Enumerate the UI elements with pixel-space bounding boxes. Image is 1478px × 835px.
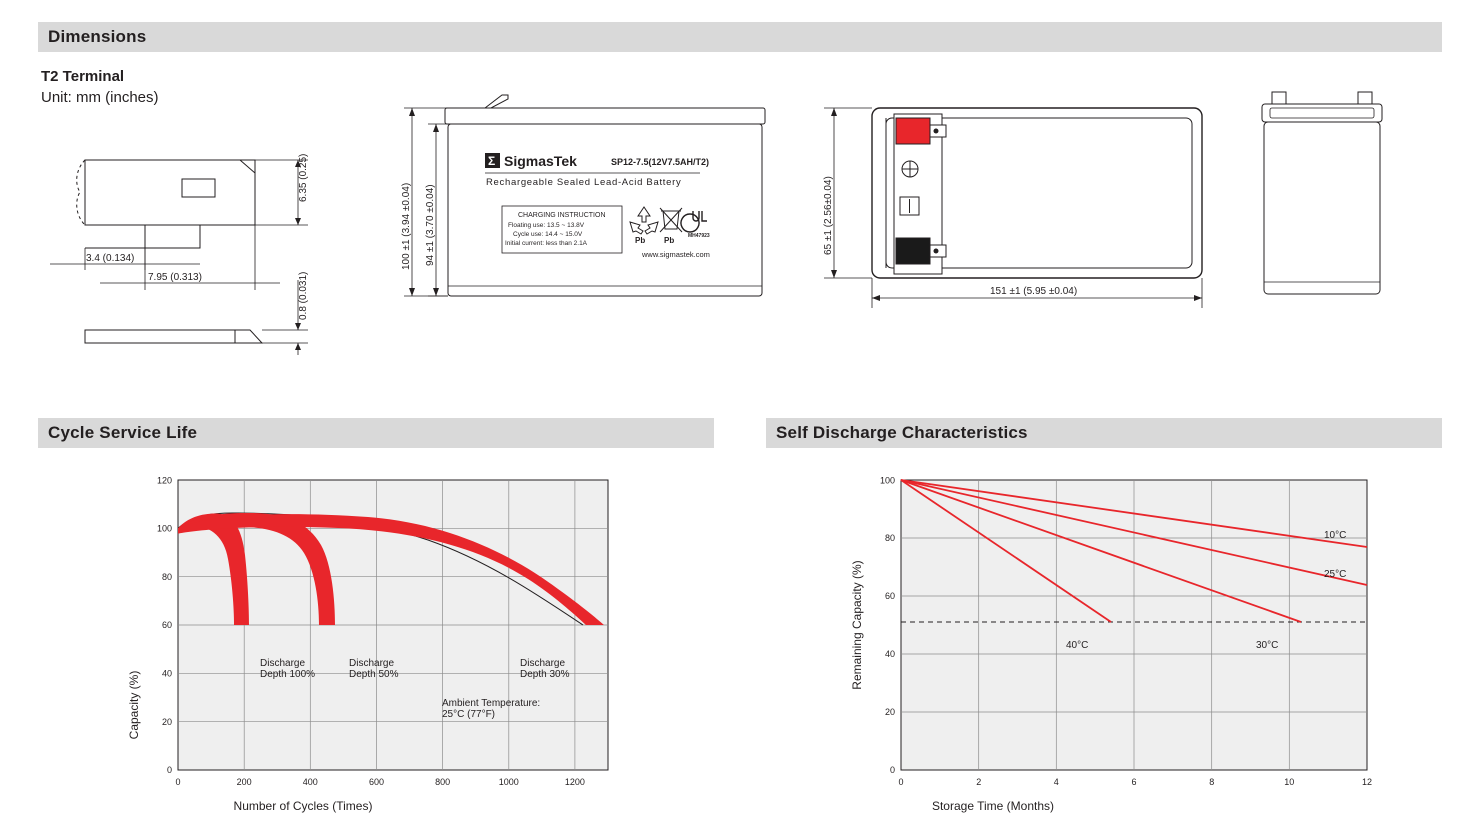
cycle-xtick-1000: 1000 — [498, 777, 519, 787]
brand-name: SigmasTek — [504, 153, 577, 169]
self-ytick-0: 0 — [889, 765, 895, 775]
self-ytick-20: 20 — [884, 707, 895, 717]
svg-text:Depth 30%: Depth 30% — [520, 669, 570, 680]
cycle-xlabel: Number of Cycles (Times) — [233, 799, 373, 813]
cycle-ytick-0: 0 — [166, 765, 172, 775]
cycle-ytick-100: 100 — [156, 523, 172, 534]
self-xtick-8: 8 — [1209, 777, 1215, 787]
self-ylabel: Remaining Capacity (%) — [850, 560, 864, 690]
section-title-dimensions: Dimensions — [48, 27, 147, 46]
cycle-ylabel: Capacity (%) — [127, 670, 141, 740]
self-xtick-12: 12 — [1361, 777, 1373, 787]
dim-width-34: 3.4 (0.134) — [86, 253, 135, 264]
svg-text:Depth 50%: Depth 50% — [349, 669, 399, 680]
dim-top-width: 65 ±1 (2.56±0.04) — [823, 176, 834, 255]
section-title-self-discharge: Self Discharge Characteristics — [776, 423, 1028, 442]
dim-height-635: 6.35 (0.25) — [298, 153, 309, 202]
battery-side-view — [1250, 80, 1450, 330]
cycle-xtick-400: 400 — [302, 777, 318, 787]
battery-top-view — [810, 80, 1270, 330]
battery-front-view — [390, 80, 810, 330]
label-30c: 30°C — [1256, 640, 1279, 651]
cycle-xtick-600: 600 — [368, 777, 385, 787]
svg-text:Depth 100%: Depth 100% — [260, 669, 316, 680]
cycle-xtick-1200: 1200 — [564, 777, 585, 787]
dim-thickness-08: 0.8 (0.031) — [298, 271, 309, 320]
self-ytick-100: 100 — [879, 475, 895, 486]
cycle-annotation-dod50 — [349, 658, 399, 680]
svg-text:Discharge: Discharge — [260, 658, 306, 669]
section-header-dimensions — [38, 22, 1442, 52]
cycle-ytick-20: 20 — [161, 717, 172, 727]
self-xtick-2: 2 — [976, 777, 982, 787]
dim-width-795: 7.95 (0.313) — [148, 272, 202, 283]
self-ytick-80: 80 — [884, 533, 895, 543]
section-header-self-discharge — [766, 418, 1442, 448]
self-xtick-0: 0 — [898, 777, 904, 787]
cycle-annotation-dod30 — [520, 658, 570, 680]
cycle-ytick-40: 40 — [161, 668, 172, 679]
chart-self-discharge — [766, 455, 1442, 815]
pb-label-right: Pb — [664, 236, 675, 245]
self-ytick-60: 60 — [884, 591, 895, 601]
charging-line-2: Initial current: less than 2.1A — [505, 240, 588, 247]
website: www.sigmastek.com — [642, 250, 710, 259]
cycle-ytick-60: 60 — [161, 620, 172, 630]
self-ytick-40: 40 — [884, 649, 895, 659]
cycle-xtick-800: 800 — [435, 777, 451, 787]
negative-terminal — [896, 238, 930, 264]
svg-text:Ambient Temperature:: Ambient Temperature: — [442, 698, 541, 709]
svg-text:Discharge: Discharge — [520, 658, 566, 669]
battery-model: SP12-7.5(12V7.5AH/T2) — [611, 157, 710, 167]
charging-title: CHARGING INSTRUCTION — [518, 212, 606, 219]
t2-terminal-title: T2 Terminal — [41, 68, 125, 85]
section-title-cycle-service-life: Cycle Service Life — [48, 423, 198, 442]
cycle-ytick-120: 120 — [156, 475, 172, 486]
label-10c: 10°C — [1324, 530, 1347, 541]
brand-logo-mark — [485, 153, 500, 168]
chart-cycle-service-life — [38, 455, 714, 815]
battery-type: Rechargeable Sealed Lead-Acid Battery — [486, 177, 682, 188]
self-xlabel: Storage Time (Months) — [931, 799, 1055, 813]
cycle-ytick-80: 80 — [161, 572, 172, 582]
self-xtick-4: 4 — [1053, 777, 1059, 787]
dim-total-height: 100 ±1 (3.94 ±0.04) — [401, 182, 412, 270]
dim-top-length: 151 ±1 (5.95 ±0.04) — [990, 286, 1078, 297]
label-25c: 25°C — [1324, 569, 1347, 580]
svg-text:Σ: Σ — [488, 154, 496, 168]
terminal-detail-drawing — [40, 130, 340, 370]
self-xtick-10: 10 — [1284, 777, 1295, 787]
polarity-plus-icon — [902, 161, 918, 177]
cycle-xtick-0: 0 — [175, 777, 181, 787]
ul-code: MH47923 — [688, 233, 710, 239]
charging-line-0: Floating use: 13.5 ~ 13.8V — [508, 222, 585, 229]
charging-line-1: Cycle use: 14.4 ~ 15.0V — [513, 231, 583, 238]
label-40c: 40°C — [1066, 640, 1089, 651]
section-header-cycle-service-life — [38, 418, 714, 448]
svg-text:Discharge: Discharge — [349, 658, 395, 669]
self-xtick-6: 6 — [1131, 777, 1137, 787]
dim-case-height: 94 ±1 (3.70 ±0.04) — [425, 184, 436, 266]
svg-text:25°C (77°F): 25°C (77°F) — [442, 709, 496, 720]
unit-note: Unit: mm (inches) — [41, 89, 159, 106]
pb-label-left: Pb — [635, 236, 646, 245]
cycle-xtick-200: 200 — [236, 777, 252, 787]
positive-terminal — [896, 118, 930, 144]
